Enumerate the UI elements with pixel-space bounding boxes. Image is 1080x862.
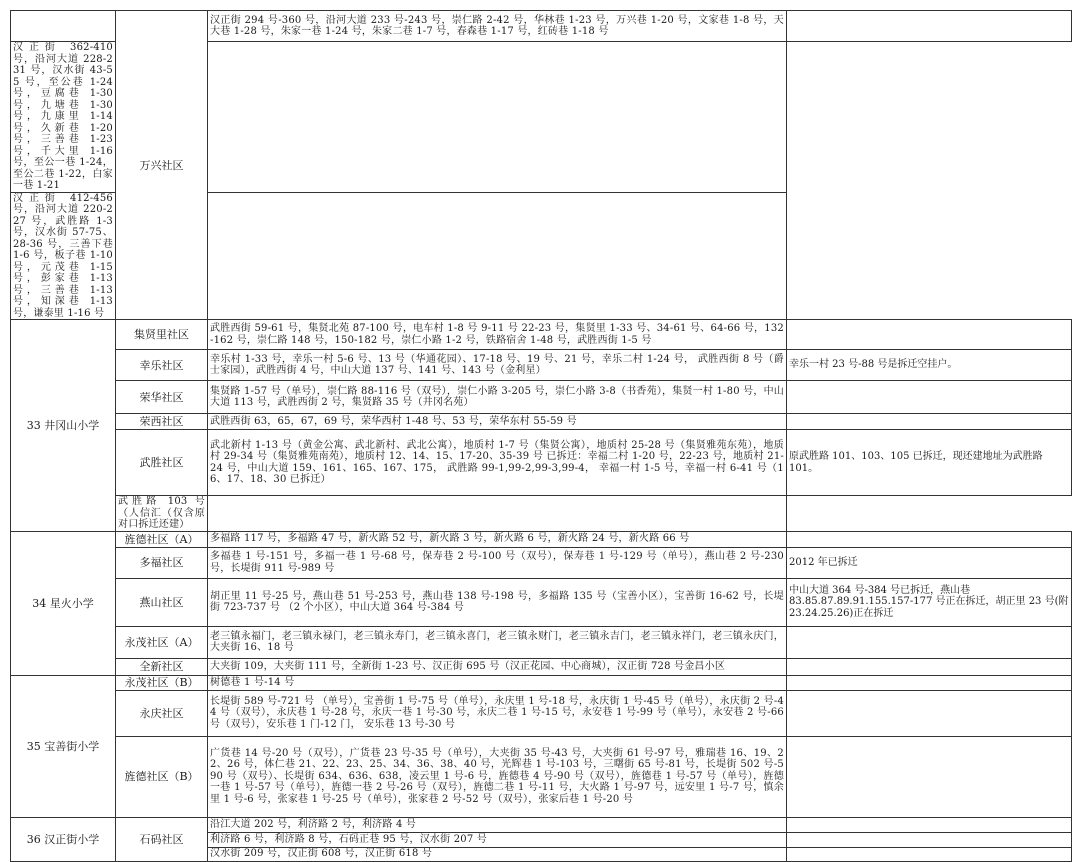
remarks-cell [787, 847, 1072, 861]
remarks-cell: 原武胜路 101、103、105 已拆迁，现还建地址为武胜路 101。 [787, 430, 1072, 496]
address-range-cell: 树德巷 1 号-14 号 [208, 675, 787, 690]
address-range-cell: 武胜西街 59-61 号，集贤北苑 87-100 号，电车村 1-8 号 9-11 号 22-23 号，集贤里 1-33 号、34-61 号、64-66 号，132-162 号，崇仁路 148 号，150-182 号，崇仁小路 1-2 号，铁路宿舍 1-48 号，武胜西街 1-5 号 [208, 320, 787, 350]
table-row [11, 414, 1072, 430]
address-range-cell: 长堤街 589 号-721 号 （单号），宝善街 1 号-75 号（单号），永庆里 1 号-18 号，永庆街 1 号-45 号（单号），永庆街 2 号-44 号（双号），永庆巷 1 号-28 号，永庆一巷 1 号-30 号，永庆二巷 1 号-15 号，永安巷 1 号-99 号（单号），永安巷 2 号-66 号（双号），安乐巷 1 门-12 门， 安乐巷 13 号-30 号 [208, 690, 787, 736]
remarks-cell [787, 690, 1072, 736]
community-name-cell: 全新社区 [116, 658, 208, 675]
remarks-cell [787, 320, 1072, 350]
school-name-cell: 36 汉正街小学 [11, 817, 116, 861]
community-name-cell: 燕山社区 [116, 578, 208, 626]
school-name-cell: 34 星火小学 [11, 531, 116, 675]
table-row [11, 578, 1072, 626]
address-range-cell: 多福巷 1 号-151 号，多福一巷 1 号-68 号，保寿巷 2 号-100 号（双号），保寿巷 1 号-129 号（单号），燕山巷 2 号-230 号，长堤街 911 号-989 号 [208, 547, 787, 578]
address-range-cell: 幸乐村 1-33 号，幸乐一村 5-6 号、13 号（华通花园）、17-18 号、19 号、21 号，幸乐二村 1-24 号， 武胜西街 8 号（爵士家园），武胜西街 4 号，中山大道 137 号、141 号、143 号（金利星） [208, 350, 787, 381]
remarks-cell [787, 832, 1072, 847]
community-name-cell: 万兴社区 [116, 11, 208, 320]
address-allocation-table [10, 10, 1072, 862]
address-range-cell: 汉正街 362-410 号，沿河大道 228-231 号，汉水街 43-55 号，至公巷 1-24 号，豆腐巷 1-30 号，九塘巷 1-30 号，九康里 1-14 号，久新巷 1-20 号，三善巷 1-23 号，千大里 1-16 号，至公一巷 1-24，至公二巷 1-22，白家一巷 1-21 [11, 42, 116, 193]
table-row [11, 817, 1072, 832]
table-row [11, 381, 1072, 414]
remarks-cell [787, 11, 1072, 42]
community-name-cell: 永茂社区（B） [116, 675, 208, 690]
remarks-cell [787, 626, 1072, 658]
table-row [11, 736, 1072, 817]
community-name-cell: 幸乐社区 [116, 350, 208, 381]
table-row [11, 690, 1072, 736]
table-row [11, 430, 1072, 496]
address-range-cell: 汉正街 294 号-360 号，沿河大道 233 号-243 号，崇仁路 2-42 号，华林巷 1-23 号，万兴巷 1-20 号，文家巷 1-8 号，天大巷 1-28 号，朱家一巷 1-24 号，朱家二巷 1-7 号，春森巷 1-17 号，红砖巷 1-18 号 [208, 11, 787, 42]
remarks-cell [787, 736, 1072, 817]
community-name-cell: 集贤里社区 [116, 320, 208, 350]
remarks-cell [787, 381, 1072, 414]
community-name-cell: 荣华社区 [116, 381, 208, 414]
remarks-cell [208, 192, 787, 320]
address-range-cell: 武胜路 103 号（人信汇（仅含原对口拆迁还建） [116, 496, 208, 532]
address-range-cell: 胡正里 11 号-25 号，燕山巷 51 号-253 号，燕山巷 138 号-198 号，多福路 135 号（宝善小区），宝善街 16-62 号，长堤街 723-737 号 （2 个小区），中山大道 364 号-384 号 [208, 578, 787, 626]
table-row [11, 320, 1072, 350]
table-row [11, 496, 1072, 532]
address-range-cell: 沿江大道 202 号，利济路 2 号，利济路 4 号 [208, 817, 787, 832]
remarks-cell [208, 496, 787, 532]
table-row [11, 547, 1072, 578]
address-range-cell: 利济路 6 号，利济路 8 号，石码正巷 95 号，汉水街 207 号 [208, 832, 787, 847]
remarks-cell [787, 531, 1072, 547]
table-row [11, 658, 1072, 675]
school-name-cell [11, 11, 116, 42]
address-range-cell: 集贤路 1-57 号（单号），崇仁路 88-116 号（双号），崇仁小路 3-205 号，崇仁小路 3-8（书香苑），集贤一村 1-80 号，中山大道 113 号，武胜西街 2 号，集贤路 35 号（井冈名苑） [208, 381, 787, 414]
remarks-cell: 2012 年已拆迁 [787, 547, 1072, 578]
table-body [11, 11, 1072, 862]
table-row [11, 350, 1072, 381]
community-name-cell: 永茂社区（A） [116, 626, 208, 658]
address-range-cell: 大夹街 109，大夹街 111 号，全新街 1-23 号、汉正街 695 号（汉正花园、中心商城），汉正街 728 号金昌小区 [208, 658, 787, 675]
table-row [11, 11, 1072, 42]
school-name-cell: 35 宝善街小学 [11, 675, 116, 817]
remarks-cell [787, 817, 1072, 832]
table-row [11, 675, 1072, 690]
address-range-cell: 汉正街 412-456 号，沿河大道 220-227 号，武胜路 1-3 号，汉水街 57-75、28-36 号，三善下巷 1-6 号，板子巷 1-10 号，元茂巷 1-15 号，彭家巷 1-13 号，三善巷 1-13 号，知深巷 1-13 号，谦泰里 1-16 号 [11, 192, 116, 320]
address-range-cell: 多福路 117 号，多福路 47 号，新火路 52 号，新火路 3 号，新火路 6 号，新火路 24 号，新火路 66 号 [208, 531, 787, 547]
remarks-cell [787, 414, 1072, 430]
address-range-cell: 武北新村 1-13 号（黄金公寓、武北新村、武北公寓），地质村 1-7 号（集贤公寓），地质村 25-28 号（集贤雅苑东苑），地质村 29-34 号（集贤雅苑南苑），地质村 12、14、15、17-20、35-39 号 已拆迁：幸福二村 1-20 号，22-23 号，地质村 21-24 号，中山大道 159、161、165、167、175， 武胜路 99-1,99-2,99-3,99-4， 幸福一村 1-5 号，幸福一村 6-41 号（16、17、18、30 已拆迁） [208, 430, 787, 496]
remarks-cell [208, 42, 787, 193]
address-range-cell: 老三镇永福门，老三镇永禄门，老三镇永寿门，老三镇永喜门，老三镇永财门，老三镇永吉门，老三镇永祥门，老三镇永庆门，大夹街 16、18 号 [208, 626, 787, 658]
table-row [11, 626, 1072, 658]
school-name-cell: 33 井冈山小学 [11, 320, 116, 532]
community-name-cell: 石码社区 [116, 817, 208, 861]
community-name-cell: 武胜社区 [116, 430, 208, 496]
table-row [11, 531, 1072, 547]
community-name-cell: 旌德社区（B） [116, 736, 208, 817]
address-range-cell: 广货巷 14 号-20 号（双号），广货巷 23 号-35 号（单号），大夹街 35 号-43 号，大夹街 61 号-97 号，雅瑞巷 16、19、22、26 号，体仁巷 21、22、23、25、34、36、38、40 号，光辉巷 1 号-103 号，三曙街 65 号-81 号，长堤街 502 号-590 号（双号）、长堤街 634、636、638，凌云里 1 号-6 号，旌德巷 4 号-90 号（双号），旌德巷 1 号-57 号（单号），旌德一巷 1 号-57 号（单号），旌德一巷 2 号-26 号（双号），旌德二巷 1 号-11 号，大火路 1 号-97 号，远安里 1 号-7 号，慎余里 1 号-6 号，张家巷 1 号-25 号（单号），张家巷 2 号-52 号（双号），张家后巷 1 号-20 号 [208, 736, 787, 817]
community-name-cell: 旌德社区（A） [116, 531, 208, 547]
remarks-cell: 幸乐一村 23 号-88 号是拆迁空挂户。 [787, 350, 1072, 381]
remarks-cell [787, 658, 1072, 675]
address-range-cell: 武胜西街 63，65，67，69 号，荣华西村 1-48 号、53 号，荣华东村 55-59 号 [208, 414, 787, 430]
community-name-cell: 多福社区 [116, 547, 208, 578]
address-range-cell: 汉水街 209 号，汉正街 608 号，汉正街 618 号 [208, 847, 787, 861]
remarks-cell: 中山大道 364 号-384 号已拆迁，燕山巷 83.85.87.89.91.155.157-177 号正在拆迁，胡正里 23 号(附 23.24.25.26)正在拆迁 [787, 578, 1072, 626]
community-name-cell: 荣西社区 [116, 414, 208, 430]
community-name-cell: 永庆社区 [116, 690, 208, 736]
remarks-cell [787, 675, 1072, 690]
